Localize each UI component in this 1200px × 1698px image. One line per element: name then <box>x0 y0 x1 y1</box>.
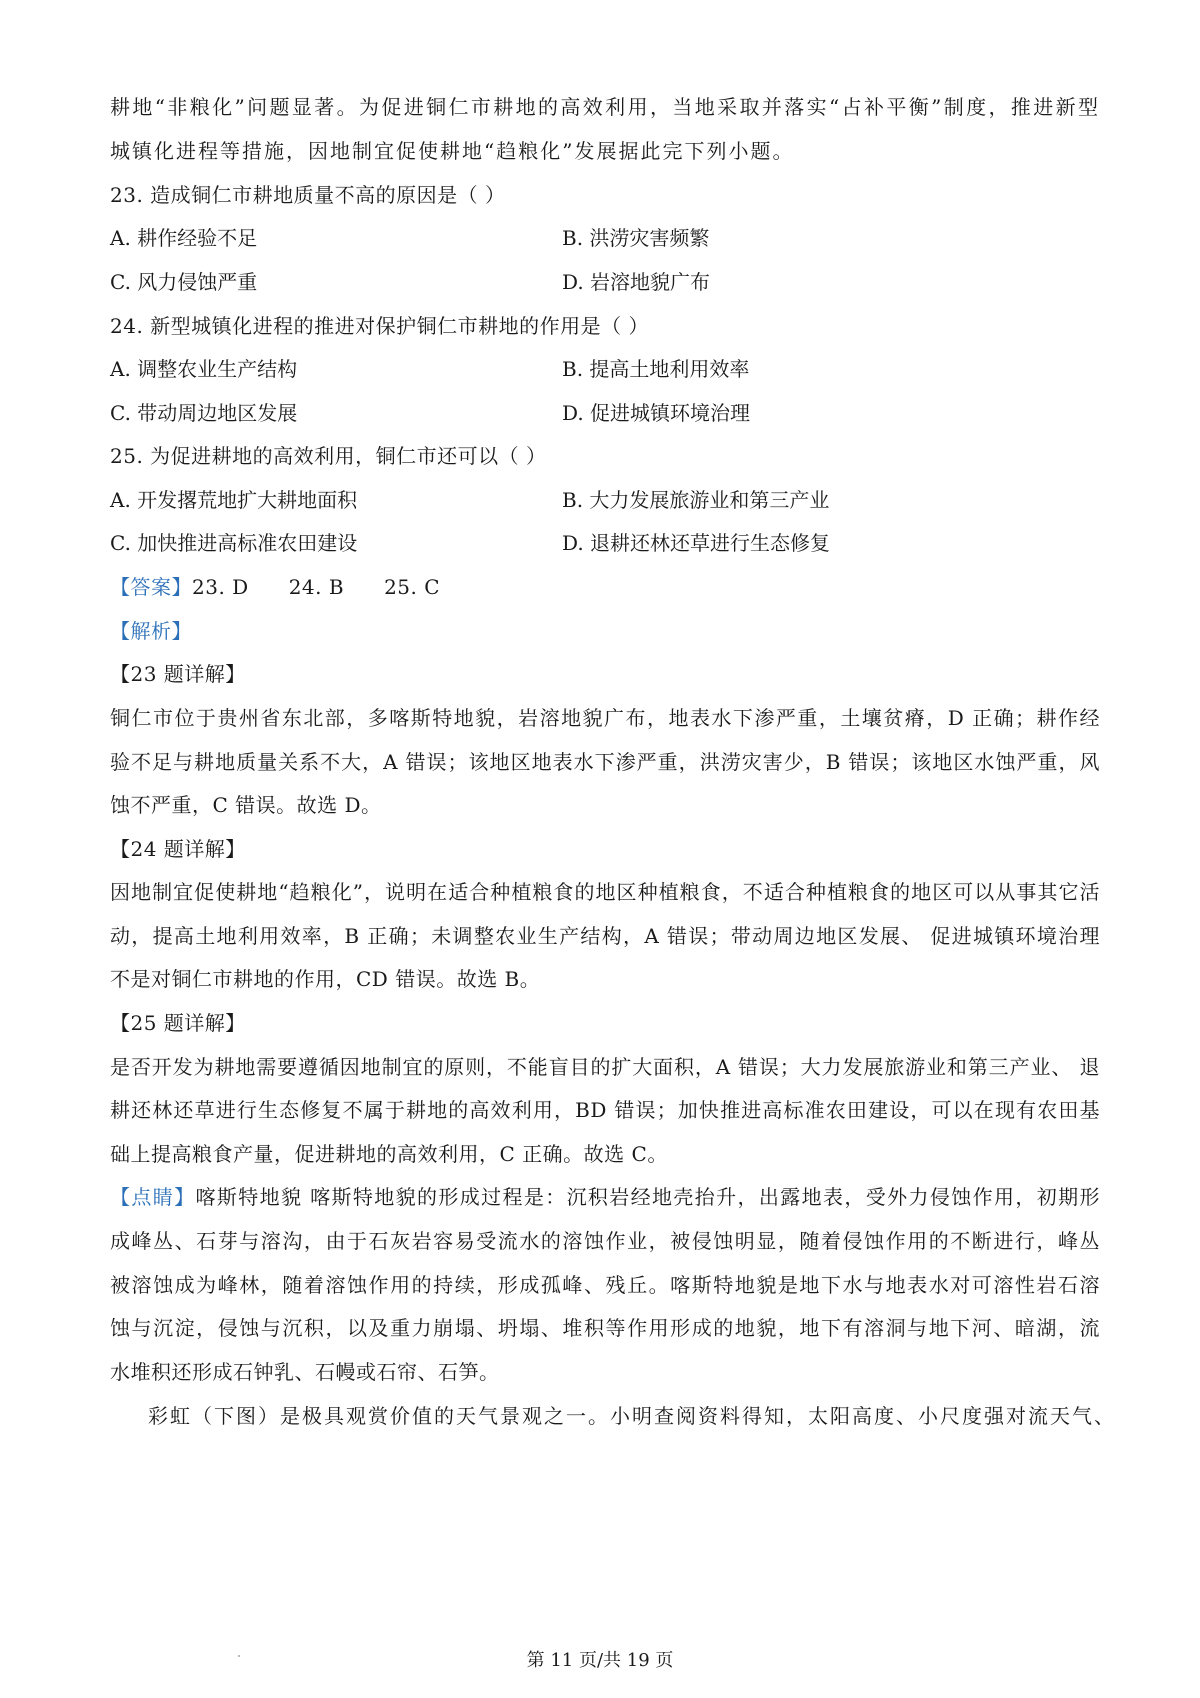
detail-24-heading: 【24 题详解】 <box>110 837 246 861</box>
question-24-option-d: D. 促进城镇环境治理 <box>562 401 751 425</box>
tip-line-1 <box>110 1182 1100 1212</box>
question-23-option-a: A. 耕作经验不足 <box>110 226 258 250</box>
page-footer: 第 11 页/共 19 页 <box>526 1650 674 1671</box>
intro-line-2: 城镇化进程等措施，因地制宜促使耕地“趋粮化”发展据此完下列小题。 <box>110 139 795 163</box>
detail-23-line-2: 验不足与耕地质量关系不大，A 错误；该地区地表水下渗严重，洪涝灾害少，B 错误；该地区水蚀严重，风 <box>110 750 1100 774</box>
answer-23: 23. D <box>192 575 249 599</box>
tip-line-4: 蚀与沉淀，侵蚀与沉积，以及重力崩塌、坍塌、堆积等作用形成的地貌，地下有溶洞与地下河、暗湖，流 <box>110 1316 1100 1340</box>
detail-25-line-2: 耕还林还草进行生态修复不属于耕地的高效利用，BD 错误；加快推进高标准农田建设，可以在现有农田基 <box>110 1098 1100 1122</box>
tip-line-2: 成峰丛、石芽与溶沟，由于石灰岩容易受流水的溶蚀作业，被侵蚀明显，随着侵蚀作用的不断进行，峰丛 <box>110 1229 1100 1253</box>
detail-25-heading: 【25 题详解】 <box>110 1011 246 1035</box>
next-intro-line: 彩虹（下图）是极具观赏价值的天气景观之一。小明查阅资料得知，太阳高度、小尺度强对流天气、 <box>148 1404 1116 1428</box>
detail-25-line-3: 础上提高粮食产量，促进耕地的高效利用，C 正确。故选 C。 <box>110 1142 668 1166</box>
tip-text-1: 喀斯特地貌 喀斯特地貌的形成过程是：沉积岩经地壳抬升，出露地表，受外力侵蚀作用，初期形 <box>195 1185 1101 1209</box>
question-25-option-d: D. 退耕还林还草进行生态修复 <box>562 531 831 555</box>
question-23-option-c: C. 风力侵蚀严重 <box>110 270 258 294</box>
question-24-stem: 24. 新型城镇化进程的推进对保护铜仁市耕地的作用是（ ） <box>110 314 650 338</box>
question-24-option-c: C. 带动周边地区发展 <box>110 401 298 425</box>
tip-line-5: 水堆积还形成石钟乳、石幔或石帘、石笋。 <box>110 1360 500 1384</box>
detail-25-line-1: 是否开发为耕地需要遵循因地制宜的原则，不能盲目的扩大面积，A 错误；大力发展旅游业和第三产业、 退 <box>110 1055 1100 1079</box>
answer-label: 【答案】 <box>110 575 192 599</box>
detail-24-line-2: 动，提高土地利用效率，B 正确；未调整农业生产结构，A 错误；带动周边地区发展、 促进城镇环境治理 <box>110 924 1100 948</box>
question-25-option-b: B. 大力发展旅游业和第三产业 <box>562 488 830 512</box>
question-25-option-a: A. 开发撂荒地扩大耕地面积 <box>110 488 358 512</box>
question-23-stem: 23. 造成铜仁市耕地质量不高的原因是（ ） <box>110 183 506 207</box>
question-24-option-b: B. 提高土地利用效率 <box>562 357 750 381</box>
detail-23-line-1: 铜仁市位于贵州省东北部，多喀斯特地貌，岩溶地貌广布，地表水下渗严重，土壤贫瘠，D 正确；耕作经 <box>110 706 1100 730</box>
question-23-option-d: D. 岩溶地貌广布 <box>562 270 711 294</box>
answer-line <box>110 572 1100 602</box>
detail-23-heading: 【23 题详解】 <box>110 662 246 686</box>
answer-24: 24. B <box>288 575 345 599</box>
question-25-stem: 25. 为促进耕地的高效利用，铜仁市还可以（ ） <box>110 444 547 468</box>
tip-line-3: 被溶蚀成为峰林，随着溶蚀作用的持续，形成孤峰、残丘。喀斯特地貌是地下水与地表水对可溶性岩石溶 <box>110 1273 1100 1297</box>
detail-23-line-3: 蚀不严重，C 错误。故选 D。 <box>110 793 382 817</box>
intro-line-1: 耕地“非粮化”问题显著。为促进铜仁市耕地的高效利用，当地采取并落实“占补平衡”制度，推进新型 <box>110 95 1100 119</box>
detail-24-line-1: 因地制宜促使耕地“趋粮化”，说明在适合种植粮食的地区种植粮食，不适合种植粮食的地区可以从事其它活 <box>110 880 1100 904</box>
question-24-option-a: A. 调整农业生产结构 <box>110 357 298 381</box>
detail-24-line-3: 不是对铜仁市耕地的作用，CD 错误。故选 B。 <box>110 967 541 991</box>
answer-25: 25. C <box>384 575 441 599</box>
analysis-label: 【解析】 <box>110 619 192 643</box>
question-25-option-c: C. 加快推进高标准农田建设 <box>110 531 358 555</box>
tip-label: 【点睛】 <box>110 1185 196 1209</box>
question-23-option-b: B. 洪涝灾害频繁 <box>562 226 710 250</box>
